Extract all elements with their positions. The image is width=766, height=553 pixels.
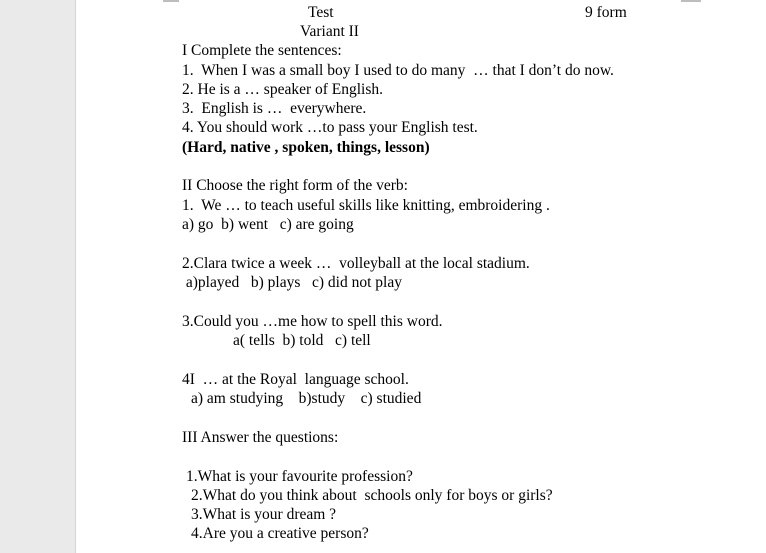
section2-question-3: 3.Could you …me how to spell this word.	[182, 313, 443, 330]
section1-item-2: 2. He is a … speaker of English.	[182, 81, 384, 98]
section2-options-3: a( tells b) told c) tell	[233, 332, 371, 349]
section2-question-4: 4I … at the Royal language school.	[182, 371, 409, 388]
section1-heading: I Complete the sentences:	[182, 42, 342, 59]
variant-label: Variant II	[300, 23, 359, 40]
document-page	[75, 0, 766, 553]
grade-label: 9 form	[585, 4, 627, 21]
section3-question-2: 2.What do you think about schools only for boys or girls?	[191, 487, 553, 504]
test-title: Test	[308, 4, 334, 21]
section2-options-1: a) go b) went c) are going	[182, 216, 354, 233]
section3-question-4: 4.Are you a creative person?	[191, 525, 369, 542]
margin-marker-left	[163, 0, 179, 2]
section1-item-1: 1. When I was a small boy I used to do many … that I don’t do now.	[182, 62, 614, 79]
section2-heading: II Choose the right form of the verb:	[182, 177, 408, 194]
section1-item-4: 4. You should work …to pass your English test.	[182, 119, 478, 136]
section1-word-bank: (Hard, native , spoken, things, lesson)	[182, 139, 430, 156]
section2-options-4: a) am studying b)study c) studied	[191, 390, 422, 407]
section3-question-1: 1.What is your favourite profession?	[186, 468, 413, 485]
margin-marker-right	[681, 0, 701, 2]
section2-question-2: 2.Clara twice a week … volleyball at the local stadium.	[182, 255, 530, 272]
section3-question-3: 3.What is your dream ?	[191, 506, 337, 523]
section3-heading: III Answer the questions:	[182, 429, 339, 446]
section1-item-3: 3. English is … everywhere.	[182, 100, 367, 117]
section2-question-1: 1. We … to teach useful skills like knitting, embroidering .	[182, 197, 550, 214]
section2-options-2: a)played b) plays c) did not play	[182, 274, 402, 291]
